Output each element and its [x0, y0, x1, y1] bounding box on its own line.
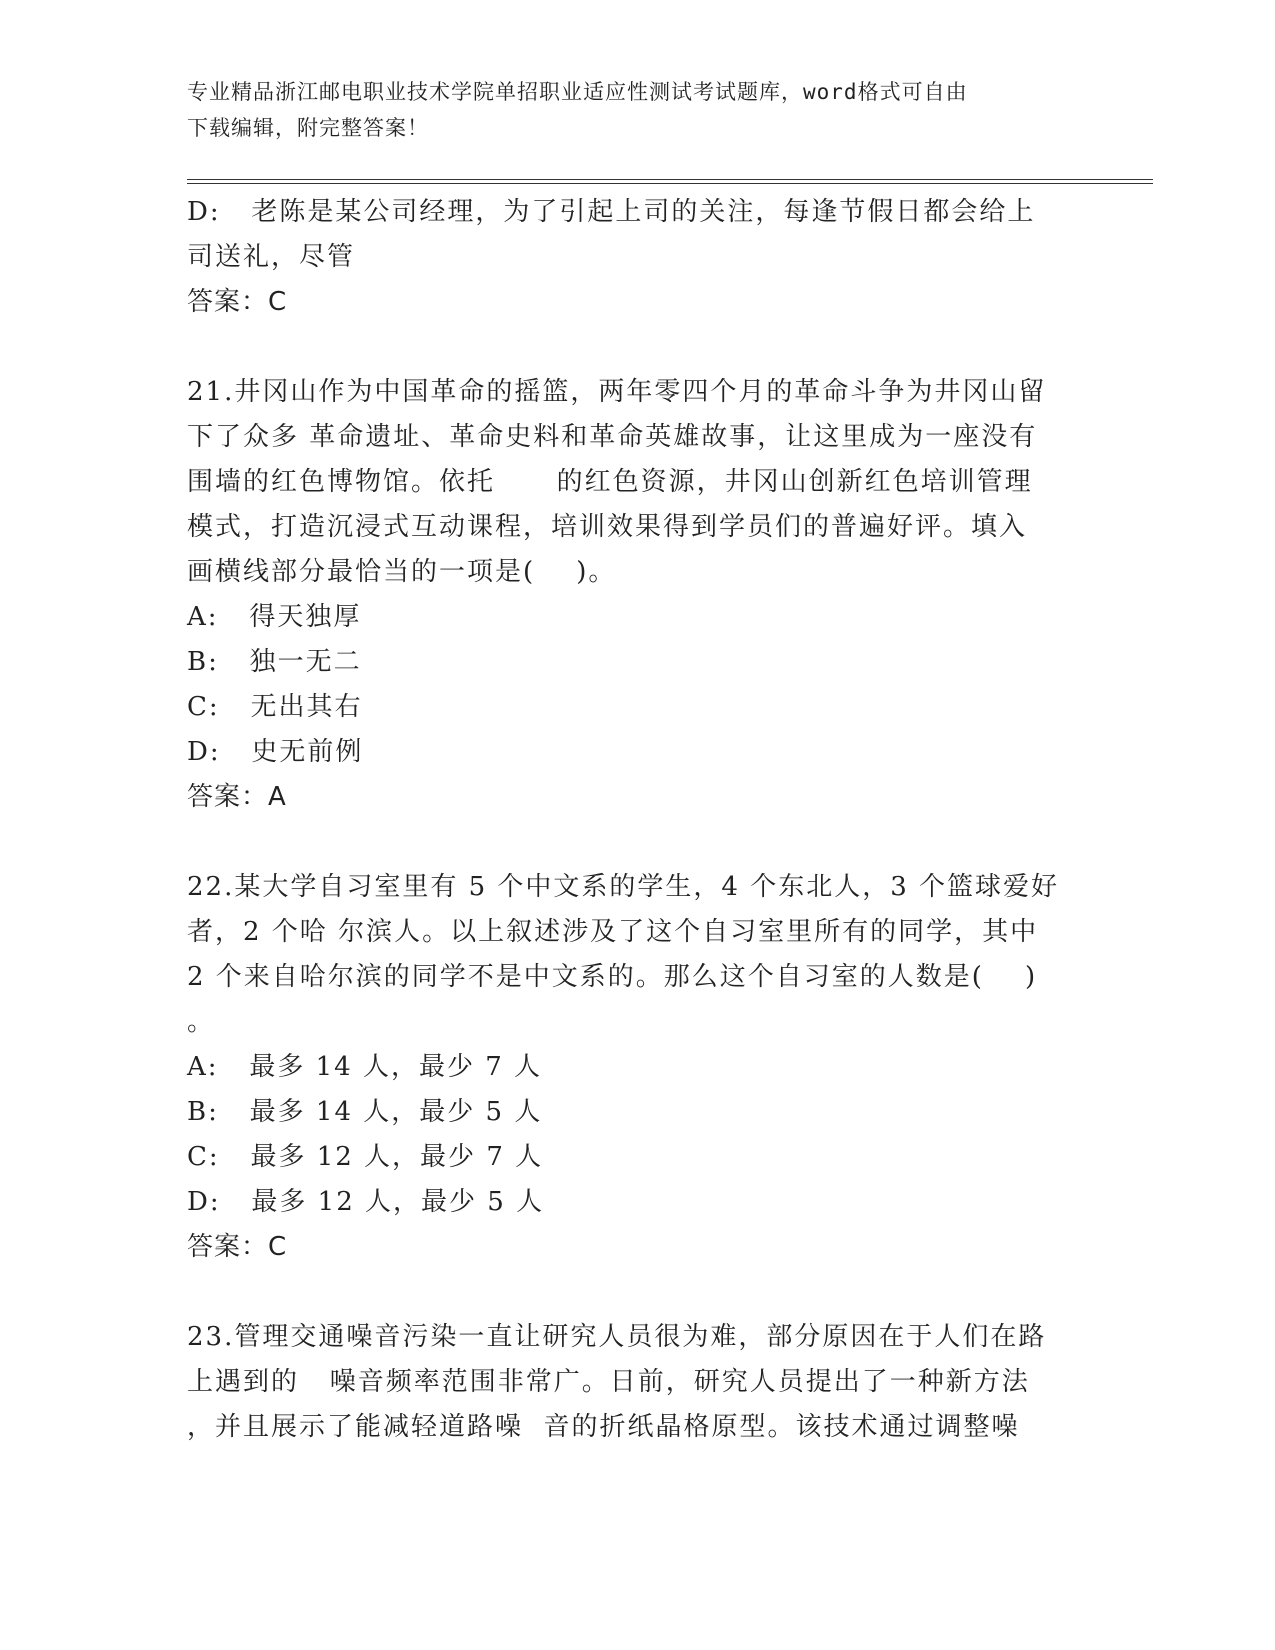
question-text-line: 模式，打造沉浸式互动课程，培训效果得到学员们的普遍好评。填入	[187, 512, 1028, 542]
question-23	[187, 1315, 1077, 1450]
spacer	[187, 820, 1077, 865]
question-21	[187, 370, 1077, 820]
question-text-line: ，并且展示了能减轻道路噪 音的折纸晶格原型。该技术通过调整噪	[187, 1412, 1020, 1442]
answer: 答案：C	[187, 1232, 288, 1262]
option-d: D: 史无前例	[187, 737, 364, 767]
spacer	[187, 1270, 1077, 1315]
prev-option-d-continued: 司送礼，尽管	[187, 242, 356, 272]
page-header	[187, 74, 1067, 146]
option-d: D: 最多 12 人，最少 5 人	[187, 1187, 545, 1217]
option-b: B: 最多 14 人，最少 5 人	[187, 1097, 543, 1127]
question-text-line: 22.某大学自习室里有 5 个中文系的学生，4 个东北人，3 个篮球爱好	[187, 872, 1060, 902]
option-c: C: 最多 12 人，最少 7 人	[187, 1142, 544, 1172]
header-divider	[187, 179, 1153, 180]
header-line-2: 下载编辑，附完整答案！	[187, 116, 429, 140]
document-body	[187, 190, 1077, 1450]
option-b: B: 独一无二	[187, 647, 362, 677]
header-divider-secondary	[187, 183, 1153, 184]
spacer	[187, 325, 1077, 370]
question-text-line: 者，2 个哈 尔滨人。以上叙述涉及了这个自习室里所有的同学，其中	[187, 917, 1039, 947]
question-text-line: 下了众多 革命遗址、革命史料和革命英雄故事，让这里成为一座没有	[187, 422, 1038, 452]
question-text-line: 。	[187, 1007, 216, 1037]
question-text-line: 2 个来自哈尔滨的同学不是中文系的。那么这个自习室的人数是( )	[187, 962, 1038, 992]
option-c: C: 无出其右	[187, 692, 363, 722]
option-a: A: 最多 14 人，最少 7 人	[187, 1052, 543, 1082]
header-line-1: 专业精品浙江邮电职业技术学院单招职业适应性测试考试题库，word格式可自由	[187, 80, 968, 104]
answer: 答案：A	[187, 782, 287, 812]
option-a: A: 得天独厚	[187, 602, 362, 632]
question-text-line: 画横线部分最恰当的一项是( )。	[187, 557, 617, 587]
question-text-line: 23.管理交通噪音污染一直让研究人员很为难，部分原因在于人们在路	[187, 1322, 1047, 1352]
question-text-line: 21.井冈山作为中国革命的摇篮，两年零四个月的革命斗争为井冈山留	[187, 377, 1047, 407]
question-text-line: 上遇到的 噪音频率范围非常广。日前，研究人员提出了一种新方法	[187, 1367, 1030, 1397]
prev-option-d: D: 老陈是某公司经理，为了引起上司的关注，每逢节假日都会给上	[187, 197, 1036, 227]
prev-answer: 答案：C	[187, 287, 288, 317]
question-text-line: 围墙的红色博物馆。依托 的红色资源，井冈山创新红色培训管理	[187, 467, 1033, 497]
question-22	[187, 865, 1077, 1270]
